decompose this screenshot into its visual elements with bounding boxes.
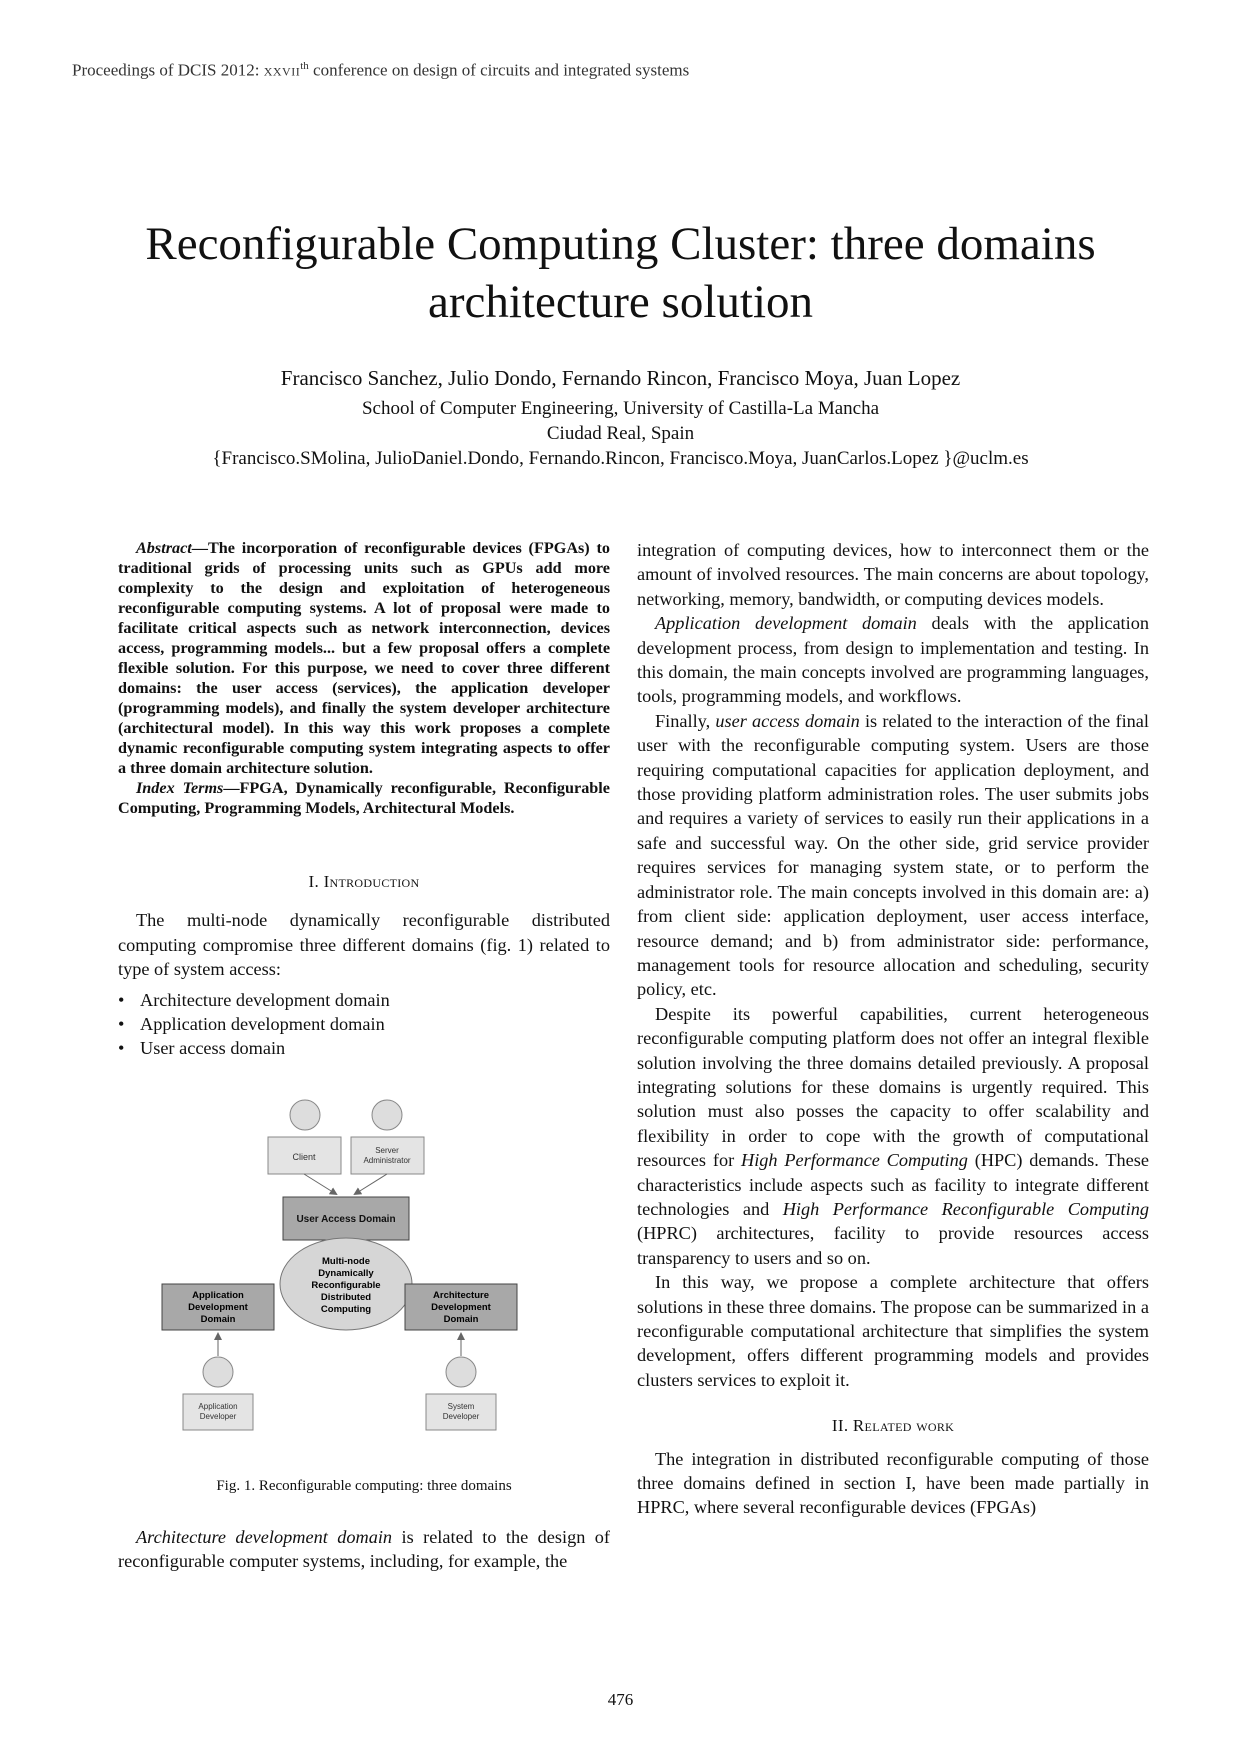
left-column: [118, 538, 610, 1061]
svg-text:Computing: Computing: [320, 1304, 372, 1315]
paragraph: The integration in distributed reconfigurable computing of those three domains defined in section I, have been made partially in HPRC, where several reconfigurable devices (FPGAs): [637, 1448, 1149, 1518]
list-item: • Architecture development domain: [140, 988, 610, 1012]
svg-text:System: System: [447, 1402, 475, 1411]
svg-text:Distributed: Distributed: [320, 1292, 372, 1303]
svg-text:Development: Development: [431, 1302, 491, 1313]
svg-text:User Access Domain: User Access Domain: [296, 1214, 396, 1225]
location: Ciudad Real, Spain: [546, 423, 695, 444]
running-header: Proceedings of DCIS 2012: xxvii$^{th}$ conference on design of circuits and integrated systems: [72, 60, 690, 80]
paragraph: integration of computing devices, how to interconnect them or the amount of involved resources. The main concerns are about topology, networking, memory, bandwidth, or computing devices models.: [637, 540, 1149, 609]
svg-text:Server: Server: [375, 1146, 399, 1155]
affiliation: School of Computer Engineering, University of Castilla-La Mancha: [361, 398, 880, 419]
abstract: Abstract—The incorporation of reconfigurable devices (FPGAs) to traditional grids of processing units such as GPUs add more complexity to the design and exploitation of heterogeneous reconfigurable computing systems. A lot of proposal were made to facilitate critical aspects such as network interconnection, devices access, programming models... but a few proposal offers a complete flexible solution. For this purpose, we need to cover three different domains: the user access (services), the application developer (programming models), and finally the system developer architecture (architectural model). In this way this work proposes a complete dynamic reconfigurable computing system integrating aspects to offer a three domain architecture solution.: [118, 539, 610, 777]
page-number: 476: [607, 1690, 634, 1709]
client-actor-icon: [290, 1100, 320, 1130]
architecture-domain-paragraph: Architecture development domain is related to the design of reconfigurable computer systems, including, for example, the: [118, 1527, 610, 1572]
section-heading-introduction: I. Introduction: [308, 872, 420, 891]
paragraph: Despite its powerful capabilities, current heterogeneous reconfigurable computing platform does not offer an integral flexible solution involving the three domains detailed previously. A proposal integrating solutions for these domains is urgently required. This solution must also posses the capacity to offer scalability and flexibility in order to cope with the growth of computational resources for High Performance Computing (HPC) demands. These characteristics include aspects such as facility to integrate different technologies and High Performance Reconfigurable Computing (HPRC) architectures, facility to provide resources access transparency to users and so on.: [637, 1003, 1149, 1268]
system-developer-actor-icon: [446, 1357, 476, 1387]
section-heading-related-work: II. Related work: [831, 1416, 955, 1436]
intro-paragraph: The multi-node dynamically reconfigurable distributed computing compromise three different domains (fig. 1) related to type of system access:: [118, 910, 610, 980]
svg-text:Architecture: Architecture: [433, 1290, 489, 1301]
svg-text:Domain: Domain: [200, 1314, 236, 1325]
svg-text:Administrator: Administrator: [363, 1156, 411, 1165]
svg-text:Application: Application: [198, 1402, 238, 1411]
paper-title: Reconfigurable Computing Cluster: three domains architecture solution: [145, 218, 1096, 328]
author-list: Francisco Sanchez, Julio Dondo, Fernando Rincon, Francisco Moya, Juan Lopez: [280, 366, 961, 390]
paragraph: Finally, user access domain is related to the interaction of the final user with the reconfigurable computing system. Users are those requiring computational capacities for application deployment, and those providing platform administration roles. The user submits jobs and requires a variety of services to easily run their applications in a safe and successful way. On the other side, grid service provider requires services for managing system state, or to perform the administrator role. The main concepts involved in this domain are: a) from client side: application deployment, user access interface, resource demand; and b) from administrator side: performance, management tools for resource allocation and scheduling, security policy, etc.: [637, 710, 1149, 1000]
svg-text:Multi-node: Multi-node: [321, 1256, 371, 1267]
svg-text:Developer: Developer: [442, 1412, 480, 1421]
server-actor-icon: [372, 1100, 402, 1130]
client-label: Client: [292, 1152, 316, 1162]
domain-list: [118, 988, 610, 1061]
svg-text:Developer: Developer: [199, 1412, 237, 1421]
svg-text:Development: Development: [188, 1302, 248, 1313]
index-terms: Index Terms—FPGA, Dynamically reconfigurable, Reconfigurable Computing, Programming Models, Architectural Models.: [118, 779, 610, 817]
figure-1: [118, 1098, 610, 1458]
svg-text:Reconfigurable: Reconfigurable: [311, 1280, 381, 1291]
svg-text:Dynamically: Dynamically: [318, 1268, 374, 1279]
list-item: • Application development domain: [140, 1012, 610, 1036]
three-domains-diagram: [118, 1098, 610, 1458]
figure-caption: Fig. 1. Reconfigurable computing: three domains: [216, 1478, 512, 1494]
svg-text:Domain: Domain: [443, 1314, 479, 1325]
application-developer-actor-icon: [203, 1357, 233, 1387]
paragraph: Application development domain deals with the application development process, from design to implementation and testing. In this domain, the main concepts involved are programming languages, tools, programming models, and workflows.: [637, 613, 1149, 707]
author-emails: {Francisco.SMolina, JulioDaniel.Dondo, Fernando.Rincon, Francisco.Moya, JuanCarlos.Lopez }@uclm.es: [212, 448, 1029, 469]
svg-text:Application: Application: [192, 1290, 244, 1301]
right-column: [637, 538, 1149, 1520]
list-item: • User access domain: [140, 1036, 610, 1060]
paragraph: In this way, we propose a complete architecture that offers solutions in these three domains. The propose can be summarized in a reconfigurable computational architecture that simplifies the system development, offers different programming models and provides clusters services to exploit it.: [637, 1272, 1149, 1390]
